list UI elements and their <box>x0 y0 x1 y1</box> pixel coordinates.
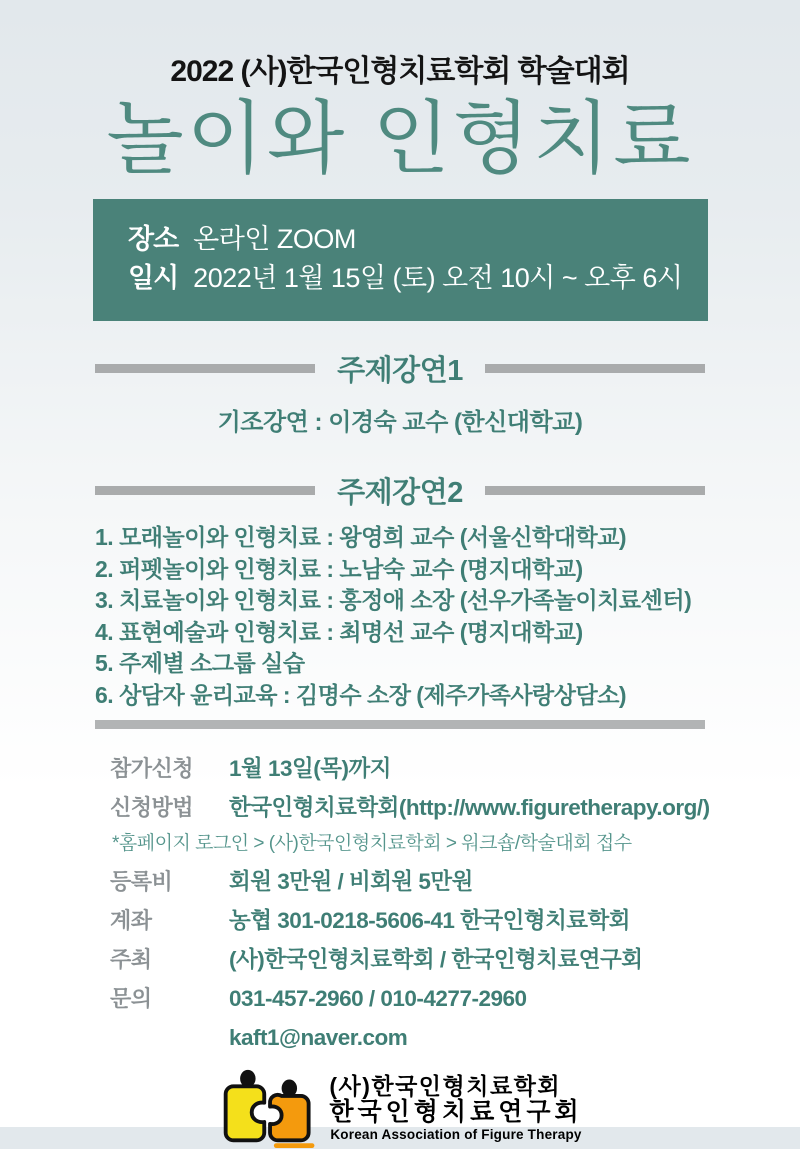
section-divider <box>95 720 705 729</box>
venue-value: 온라인 ZOOM <box>193 224 356 255</box>
contact-label: 문의 <box>110 986 152 1012</box>
list-item: 2. 퍼펫놀이와 인형치료 : 노남숙 교수 (명지대학교) <box>95 555 583 582</box>
fee-label: 등록비 <box>110 869 173 895</box>
detail-row-email <box>110 1023 740 1053</box>
datetime-row <box>128 259 698 298</box>
host-value: (사)한국인형치료학회 / 한국인형치료연구회 <box>229 947 643 973</box>
host-label: 주최 <box>110 947 152 973</box>
list-item: 6. 상담자 윤리교육 : 김명수 소장 (제주가족사랑상담소) <box>95 681 627 708</box>
org-name-line1: (사)한국인형치료학회 <box>329 1072 562 1099</box>
account-label: 계좌 <box>110 908 152 934</box>
method-label: 신청방법 <box>110 795 194 821</box>
detail-row-host <box>110 945 740 975</box>
session1-heading-text: 주제강연1 <box>337 355 463 388</box>
lecture-list <box>95 522 740 711</box>
list-item: 3. 치료놀이와 인형치료 : 홍정애 소장 (선우가족놀이치료센터) <box>95 587 692 614</box>
session2-heading <box>95 470 705 511</box>
heading-bar-right <box>485 486 705 495</box>
org-name-line2: 한국인형치료연구회 <box>329 1097 583 1126</box>
method-value: 한국인형치료학회(http://www.figuretherapy.org/) <box>229 795 710 821</box>
deadline-value: 1월 13일(목)까지 <box>229 756 391 782</box>
heading-bar-right <box>485 364 705 373</box>
main-title: 놀이와 인형치료 <box>106 94 694 183</box>
venue-datetime-box <box>93 199 708 321</box>
session1-heading <box>95 348 705 389</box>
keynote-speaker: 기조강연 : 이경숙 교수 (한신대학교) <box>217 409 583 437</box>
registration-details <box>110 754 740 1053</box>
detail-row-deadline <box>110 754 740 784</box>
detail-row-fee <box>110 867 740 897</box>
session2-heading-text: 주제강연2 <box>337 477 463 510</box>
heading-bar-left <box>95 364 315 373</box>
contact-value: 031-457-2960 / 010-4277-2960 <box>229 986 527 1012</box>
logo-text-block <box>329 1074 582 1143</box>
fee-value: 회원 3만원 / 비회원 5만원 <box>229 869 473 895</box>
detail-row-method <box>110 793 740 823</box>
email-value: kaft1@naver.com <box>229 1025 408 1051</box>
datetime-label: 일시 <box>128 263 179 294</box>
org-name-english: Korean Association of Figure Therapy <box>330 1126 582 1142</box>
figure-therapy-logo-icon <box>217 1067 325 1149</box>
datetime-value: 2022년 1월 15일 (토) 오전 10시 ~ 오후 6시 <box>193 263 683 294</box>
detail-row-account <box>110 906 740 936</box>
list-item: 5. 주제별 소그룹 실습 <box>95 650 305 677</box>
venue-label: 장소 <box>128 224 179 255</box>
deadline-label: 참가신청 <box>110 756 194 782</box>
association-logo <box>0 1067 800 1149</box>
event-title: 2022 (사)한국인형치료학회 학술대회 <box>170 55 630 88</box>
list-item: 4. 표현예술과 인형치료 : 최명선 교수 (명지대학교) <box>95 618 583 645</box>
list-item: 1. 모래놀이와 인형치료 : 왕영희 교수 (서울신학대학교) <box>95 524 627 551</box>
venue-row <box>128 220 698 259</box>
detail-row-contact <box>110 984 740 1014</box>
account-value: 농협 301-0218-5606-41 한국인형치료학회 <box>229 908 631 934</box>
heading-bar-left <box>95 486 315 495</box>
method-note: *홈페이지 로그인 > (사)한국인형치료학회 > 워크숍/학술대회 접수 <box>112 833 632 855</box>
